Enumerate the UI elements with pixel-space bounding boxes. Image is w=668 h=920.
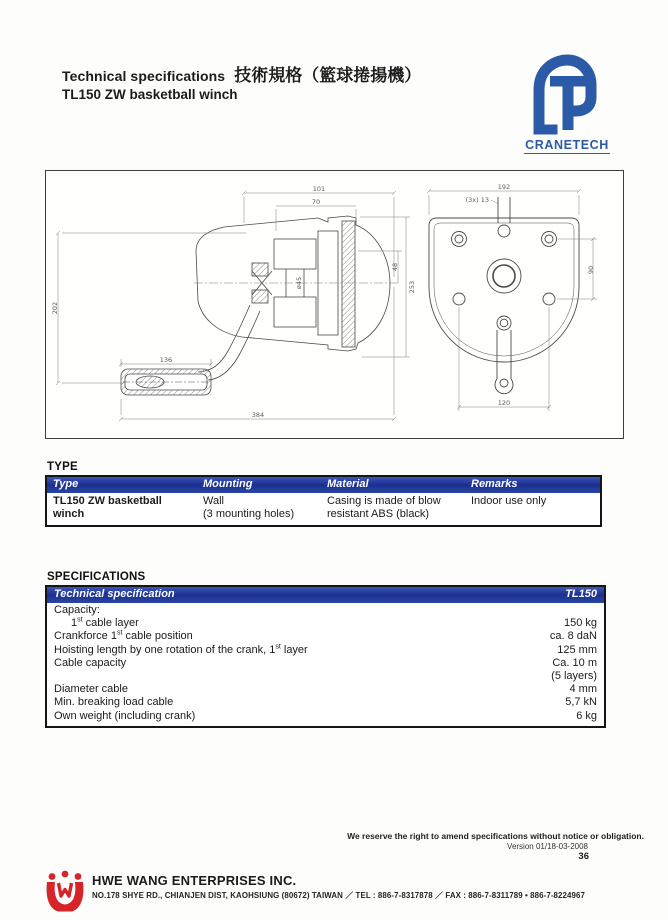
spec-row (54, 696, 597, 709)
spec-label (54, 617, 139, 630)
spec-label-sup: st (275, 642, 281, 650)
type-table-header (47, 477, 600, 493)
spec-value: ca. 8 daN (549, 630, 597, 643)
spec-row (54, 710, 597, 723)
spec-table-header (47, 587, 604, 603)
cranetech-logo-icon (521, 54, 613, 136)
spec-label-text: cable layer (82, 617, 139, 630)
dim-overall-length: 384 (251, 411, 265, 419)
spec-value: 5,7 kN (565, 696, 597, 709)
version-text: Version 01/18-03-2008 (507, 842, 588, 851)
spec-label-text: 1 (71, 617, 78, 630)
brand-name: CRANETECH (525, 138, 609, 152)
mounting-line-2: (3 mounting holes) (203, 508, 295, 520)
spec-header-left: Technical specification (54, 588, 175, 600)
spec-label-sup: st (77, 616, 83, 624)
brand-logo (506, 54, 628, 154)
page-title (62, 61, 421, 86)
hwe-wang-logo-icon (42, 870, 88, 914)
dim-hole-spacing-horizontal: 120 (497, 399, 511, 407)
dim-height-right: 253 (408, 280, 416, 294)
spec-label-sup: st (116, 629, 123, 637)
company-name: HWE WANG ENTERPRISES INC. (92, 873, 297, 888)
spec-row (54, 644, 597, 657)
material-line-2: resistant ABS (black) (327, 508, 430, 520)
dim-hole-spacing-vertical: 90 (587, 265, 595, 275)
spec-label: Capacity: (54, 604, 100, 616)
dim-hub-height: 48 (391, 262, 399, 272)
material-line-1: Casing is made of blow (327, 495, 441, 507)
spec-label-text: Crankforce 1 (54, 630, 117, 643)
title-block (62, 61, 421, 102)
spec-label: Cable capacity (54, 656, 127, 669)
spec-value: 4 mm (569, 683, 597, 696)
remarks-cell: Indoor use only (471, 495, 547, 507)
spec-row (54, 657, 597, 670)
dim-height-left: 202 (51, 301, 59, 315)
page-number: 36 (578, 851, 589, 862)
dim-mounting-holes: (3x) 13 (465, 196, 489, 204)
title-english: Technical specifications (62, 68, 226, 84)
spec-table-body (47, 603, 604, 726)
spec-section-heading: SPECIFICATIONS (47, 571, 146, 583)
spec-label: Diameter cable (54, 683, 128, 696)
specifications-table (45, 585, 606, 728)
disclaimer-text: We reserve the right to amend specifications without notice or obligation. (347, 831, 644, 841)
spec-label: Min. breaking load cable (54, 696, 174, 709)
spec-label: Own weight (including crank) (54, 709, 196, 722)
spec-row (54, 604, 597, 617)
company-logo (42, 870, 88, 919)
dim-shaft: ø45 (295, 276, 303, 290)
company-address: NO.178 SHYE RD., CHIANJEN DIST, KAOHSIUNG (80672) TAIWAN ／ TEL : 886-7-8317878 ／ FAX : 886-7-8311789 • 886-7-8224967 (92, 891, 585, 900)
winch-drawing-icon (46, 171, 623, 437)
type-cell: TL150 ZW basketball winch (53, 495, 162, 520)
table-row (47, 493, 600, 525)
front-view (429, 197, 579, 394)
mounting-cell (197, 493, 321, 525)
type-table (45, 475, 602, 527)
mounting-line-1: Wall (203, 495, 224, 507)
spec-label-text: layer (280, 643, 308, 656)
spec-value: (5 layers) (551, 670, 597, 683)
spec-label-text: Hoisting length by one rotation of the crank, 1 (54, 643, 276, 656)
spec-label (54, 644, 308, 657)
spec-value: 125 mm (557, 643, 597, 656)
title-chinese: 技術規格（籃球捲揚機） (234, 66, 422, 85)
spec-row (54, 630, 597, 643)
spec-label-text: cable position (122, 630, 193, 643)
type-section-heading: TYPE (47, 461, 78, 473)
dim-front-width: 192 (497, 183, 511, 191)
type-column-header: Type (53, 478, 79, 490)
mounting-column-header: Mounting (203, 478, 253, 490)
remarks-column-header: Remarks (471, 478, 518, 490)
material-column-header: Material (327, 478, 369, 490)
spec-row (54, 617, 597, 630)
spec-value: 6 kg (576, 709, 597, 722)
spec-header-right: TL150 (565, 588, 597, 600)
spec-value: Ca. 10 m (552, 656, 597, 669)
product-subtitle: TL150 ZW basketball winch (62, 87, 238, 102)
spec-row (54, 670, 597, 683)
spec-label (54, 630, 193, 643)
technical-drawing (45, 170, 624, 439)
dim-width-inner: 70 (311, 198, 321, 206)
dim-handle-length: 136 (159, 356, 173, 364)
spec-value: 150 kg (563, 617, 597, 630)
spec-row (54, 683, 597, 696)
dim-width-top: 101 (312, 185, 326, 193)
material-cell (321, 493, 465, 525)
side-view (121, 216, 390, 395)
